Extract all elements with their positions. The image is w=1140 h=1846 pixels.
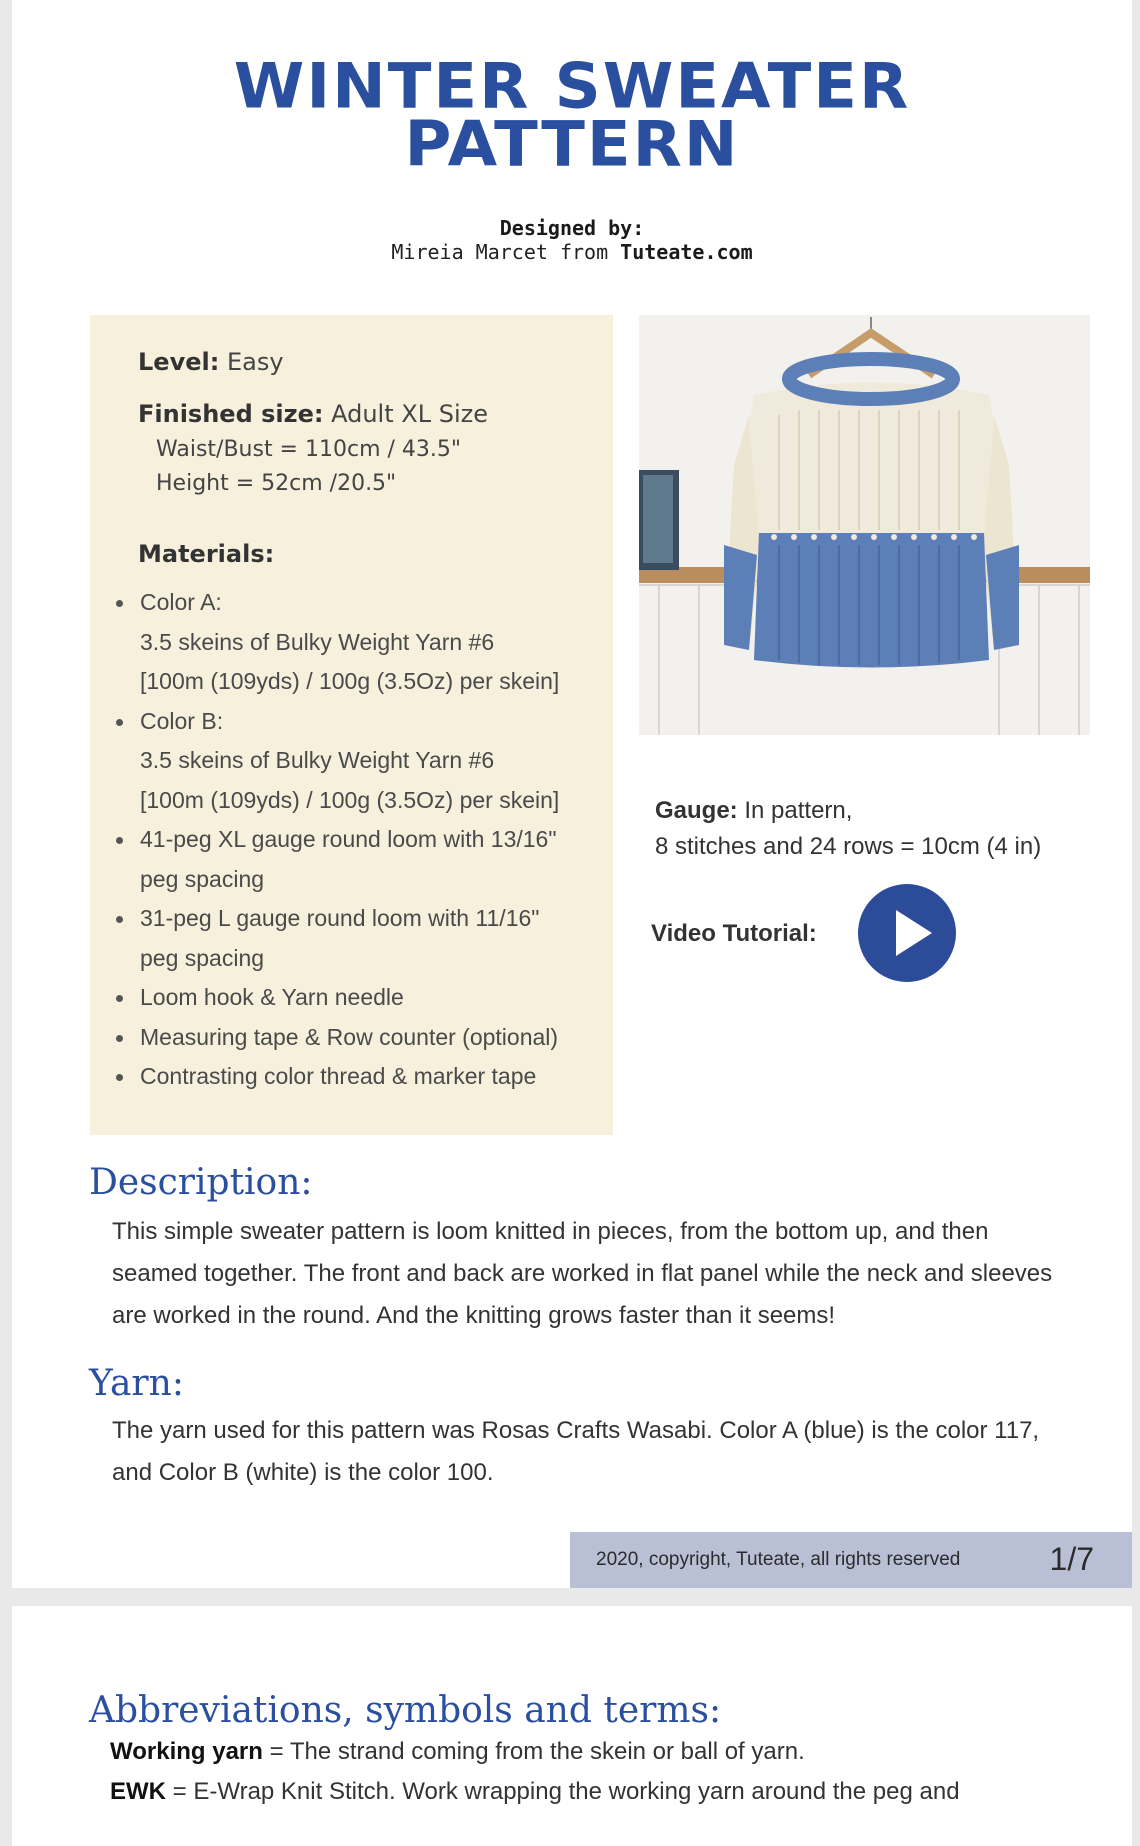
yarn-text: The yarn used for this pattern was Rosas Crafts Wasabi. Color A (blue) is the color 117, and Color B (white) is the color 100.	[112, 1417, 1040, 1486]
finished-size-row: Finished size: Adult XL Size	[138, 400, 488, 428]
gauge-line1: In pattern,	[737, 797, 853, 824]
yarn-heading: Yarn:	[89, 1363, 184, 1404]
designed-by-label: Designed by:	[499, 216, 645, 240]
page-footer	[570, 1532, 1132, 1588]
list-item: Measuring tape & Row counter (optional)	[114, 1018, 604, 1058]
list-item: 31-peg L gauge round loom with 11/16" peg spacing	[114, 899, 604, 978]
abbreviations-heading: Abbreviations, symbols and terms:	[89, 1690, 722, 1731]
pattern-page-2	[12, 1606, 1132, 1846]
play-video-button[interactable]	[858, 884, 956, 982]
waist-bust: Waist/Bust = 110cm / 43.5"	[156, 437, 462, 462]
list-item: 41-peg XL gauge round loom with 13/16" peg spacing	[114, 820, 604, 899]
sweater-photo	[639, 315, 1090, 735]
height: Height = 52cm /20.5"	[156, 471, 397, 496]
gauge-info	[655, 793, 1041, 865]
abbreviation-item: Working yarn = The strand coming from the skein or ball of yarn.	[110, 1738, 805, 1765]
materials-list	[114, 583, 604, 1097]
level-row: Level: Easy	[138, 348, 284, 376]
gauge-label: Gauge:	[655, 797, 738, 824]
list-item: Loom hook & Yarn needle	[114, 978, 604, 1018]
title-line-2: PATTERN	[404, 108, 740, 182]
description-text: This simple sweater pattern is loom knitted in pieces, from the bottom up, and then seamed together. The front and back are worked in flat panel while the neck and sleeves are worked in the round. And the knitting grows faster than it seems!	[112, 1218, 1053, 1329]
pattern-info-box	[90, 315, 613, 1135]
page-number: 1/7	[1049, 1541, 1094, 1577]
pattern-page-1	[12, 0, 1132, 1588]
materials-label: Materials:	[138, 540, 275, 568]
description-heading: Description:	[89, 1162, 313, 1203]
page-title	[12, 50, 1132, 182]
list-item: Color B: 3.5 skeins of Bulky Weight Yarn #6 [100m (109yds) / 100g (3.5Oz) per skein]	[114, 702, 604, 821]
title-line-1: WINTER SWEATER	[233, 50, 911, 124]
list-item: Color A: 3.5 skeins of Bulky Weight Yarn #6 [100m (109yds) / 100g (3.5Oz) per skein]	[114, 583, 604, 702]
video-tutorial-label: Video Tutorial:	[651, 920, 817, 947]
designer-site: Tuteate.com	[620, 240, 753, 264]
designer-credit	[12, 216, 1132, 264]
gauge-line2: 8 stitches and 24 rows = 10cm (4 in)	[655, 833, 1042, 860]
list-item: Contrasting color thread & marker tape	[114, 1057, 604, 1097]
sweater-image	[639, 315, 1090, 735]
abbreviation-item: EWK = E-Wrap Knit Stitch. Work wrapping the working yarn around the peg and	[110, 1778, 960, 1805]
copyright-text: 2020, copyright, Tuteate, all rights reserved	[596, 1549, 961, 1570]
designer-name: Mireia Marcet from	[391, 240, 621, 264]
